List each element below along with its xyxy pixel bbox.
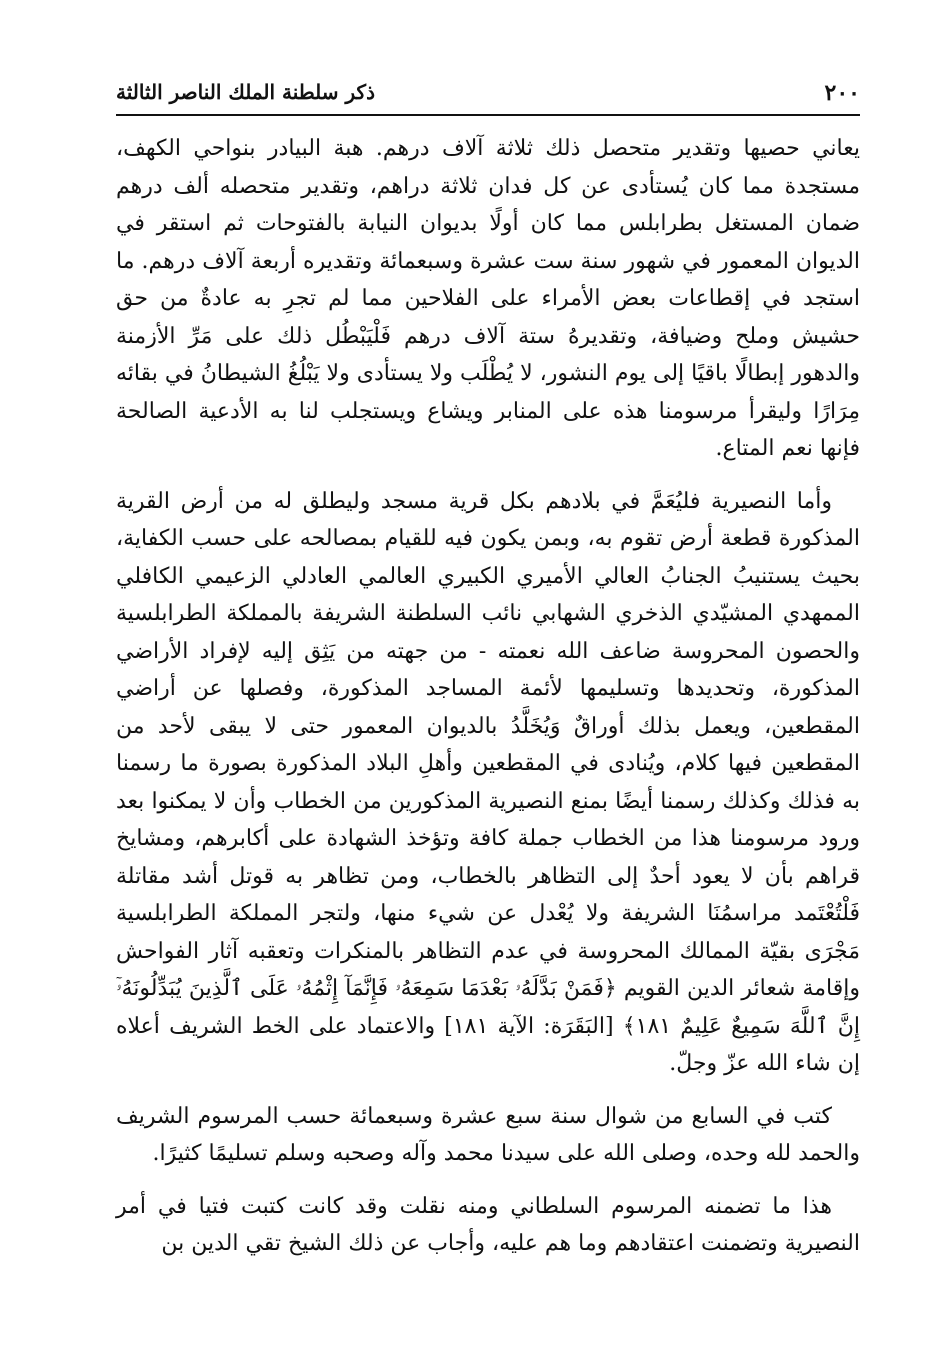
page-number: ٢٠٠ <box>824 80 860 106</box>
paragraph-2: وأما النصيرية فليُعَمَّ في بلادهم بكل قرية مسجد وليطلق له من أرض القرية المذكورة قطعة أرض تقوم به، وبمن يكون فيه للقيام بمصالحه على حسب الكفاية، بحيث يستنيبُ الجنابُ العالي الأميري الكبيري العالمي العادلي الزعيمي الكافلي الممهدي المشيّدي الذخري الشهابي نائب السلطنة الشريفة بالمملكة الطرابلسية والحصون المحروسة ضاعف الله نعمته - من جهته من يَثِق إليه لإفراد الأراضي المذكورة، وتحديدها وتسليمها لأئمة المساجد المذكورة، وفصلها عن أراضي المقطعين، ويعمل بذلك أوراقٌ وَيُخَلَّدُ بالديوان المعمور حتى لا يبقى لأحد من المقطعين فيها كلام، ويُنادى في المقطعين وأهلِ البلاد المذكورة بصورة ما رسمنا به فذلك وكذلك رسمنا أيضًا بمنع النصيرية المذكورين من الخطاب وأن لا يمكنوا بعد ورود مرسومنا هذا من الخطاب جملة كافة وتؤخذ الشهادة على أكابرهم، ومشايخ قراهم بأن لا يعود أحدٌ إلى التظاهر بالخطاب، ومن تظاهر به قوتل أشد مقاتلة فَلْتُعْتَمد مراسمُنَا الشريفة ولا يُعْدل عن شيء منها، ولتجر المملكة الطرابلسية مَجْرَى بقيّة الممالك المحروسة في عدم التظاهر بالمنكرات وتعقبه آثار الفواحش وإقامة شعائر الدين القويم ﴿فَمَنْ بَدَّلَهُۥ بَعْدَمَا سَمِعَهُۥ فَإِنَّمَآ إِثْمُهُۥ عَلَى ٱلَّذِينَ يُبَدِّلُونَهُۥٓ إِنَّ ٱللَّهَ سَمِيعٌ عَلِيمٌ ١٨١﴾ [البَقَرَة: الآية ١٨١] والاعتماد على الخط الشريف أعلاه إن شاء الله عزّ وجلّ. <box>116 488 860 1076</box>
paragraph-1: يعاني حصيها وتقدير متحصل ذلك ثلاثة آلاف درهم. هبة البيادر بنواحي الكهف، مستجدة مما كان يُستأدى عن كل فدان ثلاثة دراهم، وتقدير متحصله ألف درهم ضمان المستغل بطرابلس مما كان أولًا بديوان النيابة بالفتوحات ثم استقر في الديوان المعمور في شهور سنة ست عشرة وسبعمائة وتقديره أربعة آلاف درهم. ما استجد في إقطاعات بعض الأمراء على الفلاحين مما لم تجرِ به عادةٌ من حق حشيش وملح وضيافة، وتقديرهُ ستة آلاف درهم فَلْيَبْطُل ذلك على مَرِّ الأزمنة والدهور إبطالًا باقيًا إلى يوم النشور، لا يُطْلَب ولا يستأدى ولا يَبْلُغُ الشيطانُ في بقائه مِرَارًا وليقرأ مرسومنا هذه على المنابر ويشاع ويستجلب لنا به الأدعية الصالحة فإنها نعم المتاع. <box>116 136 860 461</box>
running-head <box>116 78 860 114</box>
header-rule <box>116 114 860 116</box>
paragraph-3: كتب في السابع من شوال سنة سبع عشرة وسبعمائة حسب المرسوم الشريف والحمد لله وحده، وصلى الله على سيدنا محمد وآله وصحبه وسلم تسليمًا كثيرًا. <box>116 1103 860 1166</box>
running-title: ذكر سلطنة الملك الناصر الثالثة <box>116 80 375 104</box>
paragraph-4: هذا ما تضمنه المرسوم السلطاني ومنه نقلت وقد كانت كتبت فتيا في أمر النصيرية وتضمنت اعتقادهم وما هم عليه، وأجاب عن ذلك الشيخ تقي الدين بن <box>116 1193 860 1256</box>
body-text <box>116 130 860 1263</box>
